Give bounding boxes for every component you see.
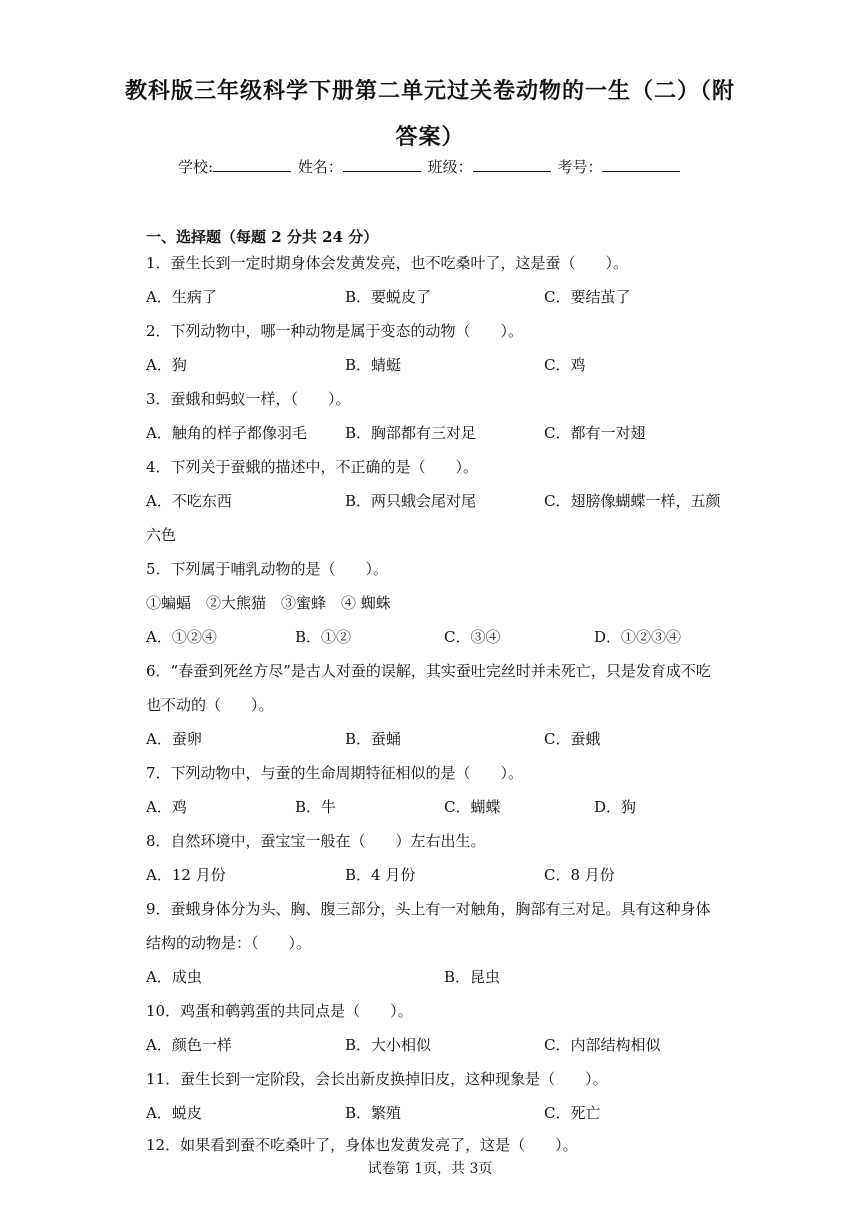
question-stem: 2．下列动物中，哪一种动物是属于变态的动物（ ）。 (146, 322, 524, 340)
question-stem: 4．下列关于蚕蛾的描述中，不正确的是（ ）。 (146, 458, 479, 476)
question-stem: 6．“春蚕到死丝方尽”是古人对蚕的误解，其实蚕吐完丝时并未死亡，只是发育成不吃 (146, 662, 711, 680)
option-b: B．牛 (295, 798, 337, 816)
option-c: C．死亡 (544, 1104, 601, 1122)
option-a: A．生病了 (146, 288, 217, 306)
option-a: A．12 月份 (146, 866, 226, 884)
question-stem-continuation: 结构的动物是：（ ）。 (146, 934, 312, 952)
option-a: A．成虫 (146, 968, 202, 986)
option-a: A．颜色一样 (146, 1036, 232, 1054)
option-c: C．内部结构相似 (544, 1036, 661, 1054)
option-b: B．昆虫 (444, 968, 501, 986)
question-stem: 1．蚕生长到一定时期身体会发黄发亮，也不吃桑叶了，这是蚕（ ）。 (146, 254, 629, 272)
name-label: 姓名： (297, 158, 343, 176)
question-stem: 7．下列动物中，与蚕的生命周期特征相似的是（ ）。 (146, 764, 524, 782)
option-b: B．胸部都有三对足 (345, 424, 477, 442)
option-c: C．都有一对翅 (544, 424, 646, 442)
option-c: C．鸡 (544, 356, 586, 374)
option-b: B．蚕蛹 (345, 730, 402, 748)
exam-number-blank[interactable] (602, 157, 680, 172)
school-label: 学校: (178, 158, 214, 176)
document-title-line1: 教科版三年级科学下册第二单元过关卷动物的一生（二）（附 (124, 78, 735, 104)
option-c: C．要结茧了 (544, 288, 631, 306)
option-c: C．蚕蛾 (544, 730, 601, 748)
option-a: A．蜕皮 (146, 1104, 202, 1122)
option-a: A．触角的样子都像羽毛 (146, 424, 307, 442)
option-c: C．翅膀像蝴蝶一样，五颜 (544, 492, 721, 510)
option-b: B．4 月份 (345, 866, 416, 884)
option-c: C．蝴蝶 (444, 798, 501, 816)
question-stem: 11．蚕生长到一定阶段，会长出新皮换掉旧皮，这种现象是（ ）。 (146, 1070, 608, 1088)
option-b: B．蜻蜓 (345, 356, 402, 374)
option-c: C．③④ (444, 628, 501, 646)
option-b: B．要蜕皮了 (345, 288, 432, 306)
question-stem: 5．下列属于哺乳动物的是（ ）。 (146, 560, 389, 578)
document-title-line2: 答案） (395, 124, 465, 150)
question-items: ①蝙蝠 ②大熊猫 ③蜜蜂 ④ 蜘蛛 (146, 594, 391, 612)
page-footer: 试卷第 1页，共 3页 (367, 1161, 493, 1177)
question-stem: 8．自然环境中，蚕宝宝一般在（ ）左右出生。 (146, 832, 486, 850)
option-a: A．狗 (146, 356, 187, 374)
class-label: 班级： (427, 158, 473, 176)
option-b: B．大小相似 (345, 1036, 432, 1054)
option-a: A．不吃东西 (146, 492, 232, 510)
option-c: C．8 月份 (544, 866, 615, 884)
school-blank[interactable] (213, 157, 291, 172)
name-blank[interactable] (343, 157, 421, 172)
student-info-row (178, 156, 682, 177)
option-c-continuation: 六色 (146, 526, 177, 544)
exam-number-label: 考号： (557, 158, 603, 176)
question-stem: 3．蚕蛾和蚂蚁一样，（ ）。 (146, 390, 351, 408)
class-blank[interactable] (473, 157, 551, 172)
option-a: A．鸡 (146, 798, 187, 816)
question-stem: 9．蚕蛾身体分为头、胸、腹三部分，头上有一对触角，胸部有三对足。具有这种身体 (146, 900, 711, 918)
option-d: D．①②③④ (594, 628, 682, 646)
option-a: A．蚕卵 (146, 730, 202, 748)
option-b: B．两只蛾会尾对尾 (345, 492, 477, 510)
question-stem: 10．鸡蛋和鹌鹑蛋的共同点是（ ）。 (146, 1002, 413, 1020)
option-a: A．①②④ (146, 628, 217, 646)
option-b: B．①② (295, 628, 352, 646)
section-heading: 一、选择题（每题 2 分共 24 分） (146, 228, 379, 246)
option-d: D．狗 (594, 798, 637, 816)
option-b: B．繁殖 (345, 1104, 402, 1122)
question-stem-continuation: 也不动的（ ）。 (146, 696, 274, 714)
question-stem: 12．如果看到蚕不吃桑叶了，身体也发黄发亮了，这是（ ）。 (146, 1136, 578, 1154)
